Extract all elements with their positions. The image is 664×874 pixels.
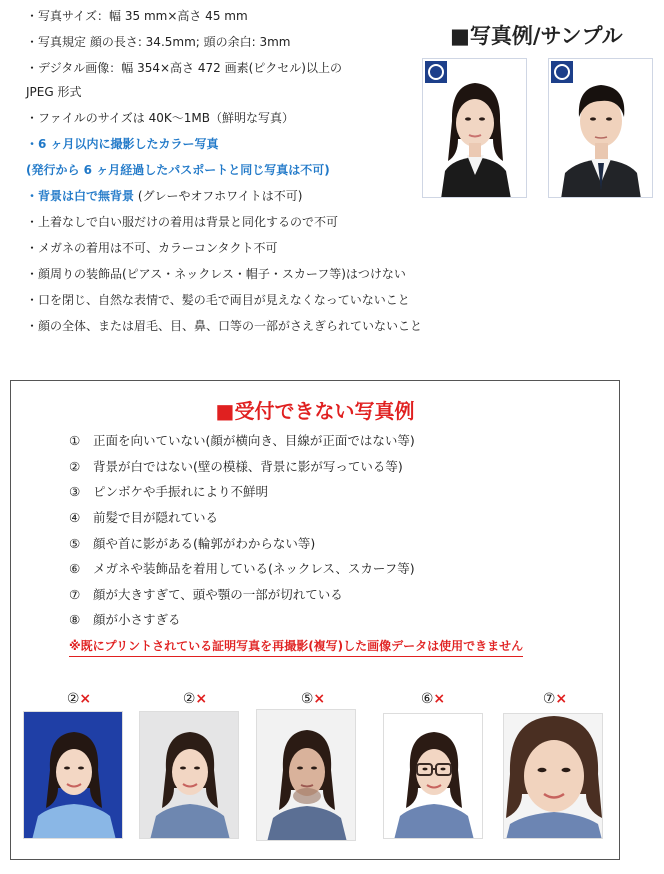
item-number: ⑦ xyxy=(69,587,81,602)
item-text: 顔や首に影がある(輪郭がわからない等) xyxy=(92,536,316,551)
item-number: ④ xyxy=(69,510,81,525)
item-text: 前髪で目が隠れている xyxy=(92,510,218,525)
requirement-file-size: ・ファイルのサイズは 40K～1MB（鮮明な写真） xyxy=(26,111,294,125)
unacceptable-photos-box xyxy=(10,380,620,860)
example-photo-face-too-large xyxy=(503,713,603,839)
unacceptable-item xyxy=(69,457,403,475)
portrait-glasses-image xyxy=(384,714,483,839)
requirement-background xyxy=(26,188,302,204)
approved-badge-icon xyxy=(425,61,447,83)
item-text: 顔が小さすぎる xyxy=(92,612,181,627)
item-number: ⑥ xyxy=(69,561,81,576)
example-number: ② xyxy=(66,691,80,707)
example-number: ⑤ xyxy=(300,691,314,707)
item-number: ② xyxy=(69,459,81,474)
unacceptable-item xyxy=(69,610,181,628)
requirement-background-suffix: (グレーやオフホワイトは不可) xyxy=(134,189,303,203)
unacceptable-item xyxy=(69,431,415,449)
item-number: ⑤ xyxy=(69,536,81,551)
portrait-blue-bg-image xyxy=(24,712,123,839)
requirement-accessories: ・顔周りの装飾品(ピアス・ネックレス・帽子・スカーフ等)はつけない xyxy=(26,267,406,281)
example-photo-blue-background xyxy=(23,711,123,839)
example-label xyxy=(145,691,245,707)
item-text: 正面を向いていない(顔が横向き、目線が正面ではない等) xyxy=(92,433,415,448)
item-number: ① xyxy=(69,433,81,448)
item-text: 背景が白ではない(壁の模様、背景に影が写っている等) xyxy=(92,459,403,474)
requirement-proportions: ・写真規定 顔の長さ: 34.5mm; 頭の余白: 3mm xyxy=(26,35,291,49)
item-number: ③ xyxy=(69,484,81,499)
approved-badge-icon xyxy=(551,61,573,83)
requirement-clothing: ・上着なしで白い服だけの着用は背景と同化するので不可 xyxy=(26,215,339,229)
cross-mark-icon: × xyxy=(313,691,326,707)
unacceptable-item xyxy=(69,559,415,577)
example-photo-gray-background xyxy=(139,711,239,839)
item-number: ⑧ xyxy=(69,612,81,627)
example-number: ② xyxy=(182,691,196,707)
unacceptable-item xyxy=(69,585,343,603)
example-number: ⑦ xyxy=(542,691,556,707)
requirement-recent-color-note: (発行から 6 ヶ月経過したパスポートと同じ写真は不可) xyxy=(26,163,330,177)
cross-mark-icon: × xyxy=(79,691,92,707)
requirement-size: ・写真サイズ：幅 35 mm×高さ 45 mm xyxy=(26,9,248,23)
requirement-expression: ・口を閉じ、自然な表情で、髪の毛で両目が見えなくなっていないこと xyxy=(26,293,410,307)
example-label xyxy=(505,691,605,707)
requirement-digital: ・デジタル画像：幅 354×高さ 472 画素(ピクセル)以上の xyxy=(26,61,342,75)
portrait-shadow-image xyxy=(257,710,356,841)
cross-mark-icon: × xyxy=(195,691,208,707)
example-label xyxy=(383,691,483,707)
unacceptable-item xyxy=(69,534,315,552)
example-photo-shadow xyxy=(256,709,356,841)
cross-mark-icon: × xyxy=(433,691,446,707)
item-text: 顔が大きすぎて、頭や顎の一部が切れている xyxy=(92,587,343,602)
requirement-background-main: ・背景は白で無背景 xyxy=(26,189,135,203)
item-text: メガネや装飾品を着用している(ネックレス、スカーフ等) xyxy=(92,561,415,576)
portrait-gray-bg-image xyxy=(140,712,239,839)
cross-mark-icon: × xyxy=(555,691,568,707)
unacceptable-title: ■受付できない写真例 xyxy=(215,399,415,423)
example-photo-glasses xyxy=(383,713,483,839)
item-text: ピンボケや手振れにより不鮮明 xyxy=(92,484,268,499)
example-label xyxy=(263,691,363,707)
requirement-recent-color: ・6 ヶ月以内に撮影したカラー写真 xyxy=(26,137,219,151)
requirement-glasses: ・メガネの着用は不可、カラーコンタクト不可 xyxy=(26,241,278,255)
requirement-digital-format: JPEG 形式 xyxy=(26,85,82,99)
sample-photo-woman xyxy=(422,58,527,198)
unacceptable-item xyxy=(69,482,268,500)
sample-title: ■写真例/サンプル xyxy=(450,24,623,48)
example-label xyxy=(29,691,129,707)
portrait-closeup-image xyxy=(504,714,603,839)
reshoot-warning-note: ※既にプリントされている証明写真を再撮影(複写)した画像データは使用できません xyxy=(69,637,523,657)
sample-photo-man xyxy=(548,58,653,198)
example-number: ⑥ xyxy=(420,691,434,707)
unacceptable-item xyxy=(69,508,218,526)
requirement-face-visible: ・顔の全体、または眉毛、目、鼻、口等の一部がさえぎられていないこと xyxy=(26,319,423,333)
